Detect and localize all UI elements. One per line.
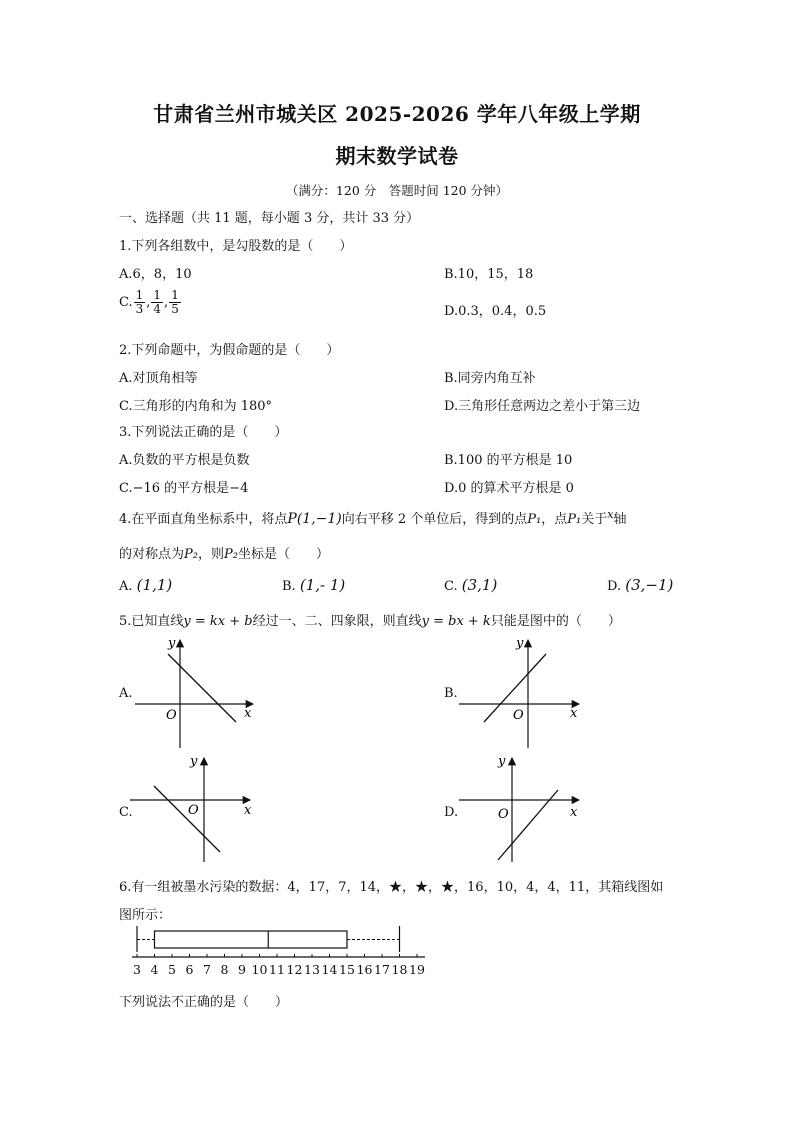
q2-option-d: D.三角形任意两边之差小于第三边 xyxy=(444,399,641,414)
axis-tick-label: 15 xyxy=(339,962,355,977)
q4-option-c: C. (3,1) xyxy=(444,576,498,594)
axis-tick-label: 9 xyxy=(238,962,246,977)
title-line-2: 期末数学试卷 xyxy=(335,144,459,168)
q5-graph-d xyxy=(456,752,596,866)
axis-tick-label: 16 xyxy=(356,962,373,977)
q5-graph-a xyxy=(130,632,270,750)
q6-stem-line-1: 6.有一组被墨水污染的数据：4，17，7，14，★，★，★，16，10，4，4，11，其箱线图如 xyxy=(119,880,664,895)
x-axis-label: x xyxy=(570,706,578,721)
section-heading: 一、选择题（共 11 题，每小题 3 分，共计 33 分） xyxy=(119,211,420,226)
axis-tick-label: 4 xyxy=(150,962,159,977)
axis-tick-label: 11 xyxy=(269,962,285,977)
q3-option-b: B.100 的平方根是 10 xyxy=(444,453,573,468)
q5-graph-a-label: A. xyxy=(119,686,133,701)
origin-label: O xyxy=(513,708,524,723)
axis-tick-label: 12 xyxy=(286,962,303,977)
q1-option-c-label: C. xyxy=(119,295,133,310)
q3-stem: 3.下列说法正确的是（ ） xyxy=(119,425,288,440)
q4-point-p: P(1,−1) xyxy=(287,511,342,527)
origin-label: O xyxy=(166,708,177,723)
q1-frac-1: $\frac{1}{3}$ xyxy=(135,288,144,316)
title-line-1: 甘肃省兰州市城关区 2025-2026 学年八年级上学期 xyxy=(153,102,641,126)
q1-frac-3: $\frac{1}{5}$ xyxy=(171,288,179,316)
q6-boxplot xyxy=(110,924,460,980)
axis-tick-label: 19 xyxy=(409,962,425,977)
q1-option-b: B.10，15，18 xyxy=(444,267,534,282)
axis-tick-label: 13 xyxy=(304,962,320,977)
axis-tick-label: 7 xyxy=(203,962,211,977)
x-axis-label: x xyxy=(570,805,578,820)
axis-tick-label: 3 xyxy=(133,962,141,977)
x-axis-label: x xyxy=(244,803,252,818)
q3-option-d: D.0 的算术平方根是 0 xyxy=(444,481,574,496)
q3-option-a: A.负数的平方根是负数 xyxy=(119,453,250,468)
q4-stem-line-1: 4.在平面直角坐标系中，将点P(1,−1)向右平移 2 个单位后，得到的点P₁，点P₁关于$^x$轴 xyxy=(119,508,627,527)
q4-option-d: D. (3,−1) xyxy=(607,576,674,594)
q3-option-c: C.−16 的平方根是−4 xyxy=(119,481,249,496)
y-axis-label: y xyxy=(516,636,524,651)
y-axis-label: y xyxy=(190,754,198,769)
q4-option-b: B. (1,- 1) xyxy=(282,576,346,594)
q5-graph-b-label: B. xyxy=(444,686,458,701)
q2-option-a: A.对顶角相等 xyxy=(119,371,198,386)
q2-stem: 2.下列命题中，为假命题的是（ ） xyxy=(119,343,340,358)
axis-tick-label: 6 xyxy=(185,962,194,977)
axis-tick-label: 17 xyxy=(374,962,390,977)
q5-equation-2: y = bx + k xyxy=(421,614,491,629)
axis-tick-label: 8 xyxy=(220,962,229,977)
q1-frac-2: $\frac{1}{4}$ xyxy=(153,288,162,316)
q5-graph-c-label: C. xyxy=(119,805,133,820)
q1-option-c: C. $\frac{1}{3}$ , $\frac{1}{4}$ , $\frac{1}{5}$ xyxy=(119,288,179,316)
q5-graph-c xyxy=(122,752,262,866)
q5-equation-1: y = kx + b xyxy=(183,614,253,629)
q1-option-a: A.6，8，10 xyxy=(119,267,192,282)
q2-option-b: B.同旁内角互补 xyxy=(444,371,536,386)
q5-stem: 5.已知直线y = kx + b经过一、二、四象限，则直线y = bx + k只能是图中的（ ） xyxy=(119,614,621,629)
axis-tick-label: 10 xyxy=(251,962,268,977)
origin-label: O xyxy=(188,803,199,818)
q6-question-tail: 下列说法不正确的是（ ） xyxy=(119,995,289,1010)
exam-meta: （满分：120 分 答题时间 120 分钟） xyxy=(285,183,509,198)
axis-tick-label: 18 xyxy=(391,962,408,977)
q5-graph-d-label: D. xyxy=(444,805,459,820)
q5-graph-b xyxy=(456,632,596,750)
q4-stem-line-2: 的对称点为P₂，则P₂坐标是（ ） xyxy=(119,547,329,562)
q1-stem: 1.下列各组数中，是勾股数的是（ ） xyxy=(119,239,353,254)
q1-option-d: D.0.3，0.4，0.5 xyxy=(444,304,547,319)
q4-option-a: A. (1,1) xyxy=(119,576,173,594)
axis-tick-label: 14 xyxy=(321,962,338,977)
y-axis-label: y xyxy=(168,636,176,651)
q2-option-c: C.三角形的内角和为 180° xyxy=(119,399,273,414)
q6-stem-line-2: 图所示： xyxy=(119,908,172,923)
axis-tick-label: 5 xyxy=(168,962,176,977)
y-axis-label: y xyxy=(498,754,506,769)
origin-label: O xyxy=(498,807,509,822)
x-axis-label: x xyxy=(244,706,252,721)
box-q1-q3 xyxy=(155,931,348,948)
